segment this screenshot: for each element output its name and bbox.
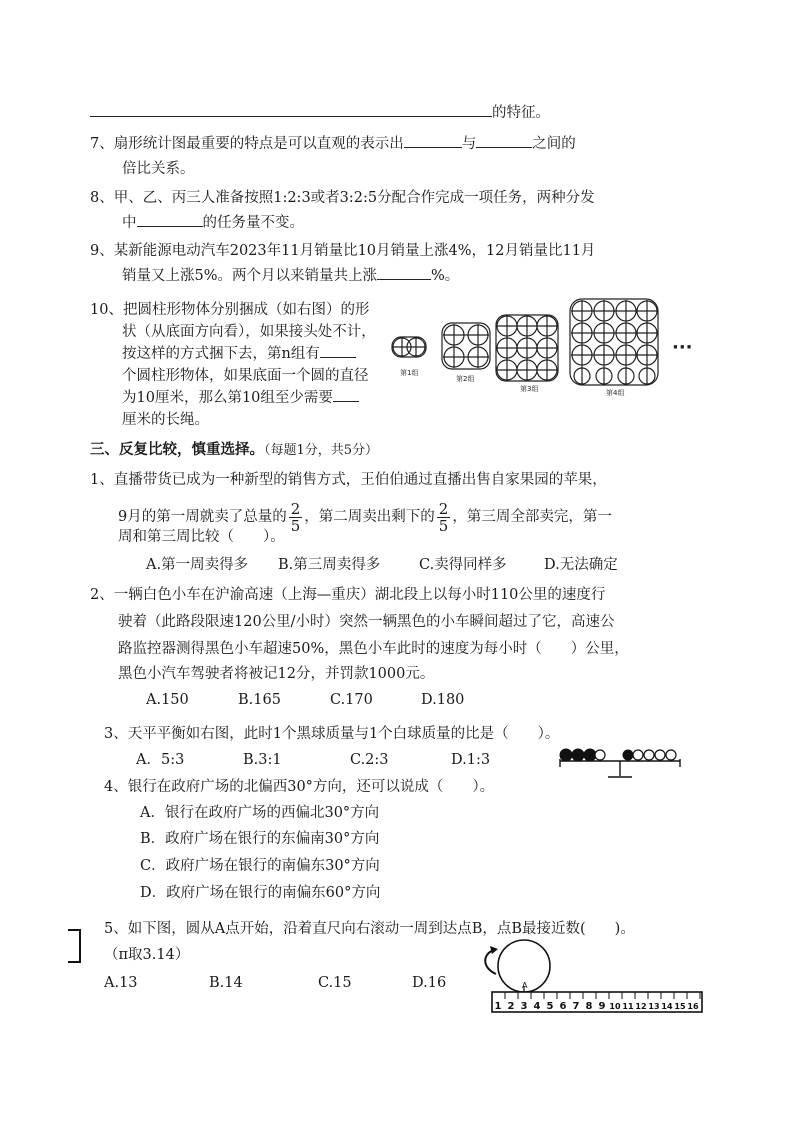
choice-5-option-b[interactable]: B.14 <box>209 975 243 991</box>
question-10-line-5: 为10厘米，那么第10组至少需要 <box>122 388 359 408</box>
question-10-line-6: 厘米的长绳。 <box>122 412 209 428</box>
choice-1-option-a[interactable]: A.第一周卖得多 <box>146 557 249 573</box>
ruler-tick-label: 11 <box>622 1002 634 1011</box>
choice-2-option-b[interactable]: B.165 <box>238 692 281 708</box>
choice-3-line-1: 3、天平平衡如右图，此时1个黑球质量与1个白球质量的比是（ ）。 <box>104 726 560 742</box>
answer-blank[interactable] <box>377 266 431 280</box>
bundle-figure <box>390 293 700 403</box>
fraction-two-fifths: $\frac{2}{5}$ <box>438 499 449 535</box>
ellipsis: ··· <box>672 337 693 358</box>
question-10-line-3: 按这样的方式捆下去，第n组有 <box>122 344 356 364</box>
choice-2-option-d[interactable]: D.180 <box>421 692 465 708</box>
answer-blank[interactable] <box>476 134 532 148</box>
choice-5-option-d[interactable]: D.16 <box>412 975 447 991</box>
choice-4-line-1: 4、银行在政府广场的北偏西30°方向，还可以说成（ ）。 <box>104 779 495 795</box>
question-10-line-1: 10、把圆柱形物体分别捆成（如右图）的形 <box>90 302 370 318</box>
ruler-tick-label: 16 <box>687 1002 699 1011</box>
choice-5-line-1: 5、如下图，圆从A点开始，沿着直尺向右滚动一周到达点B，点B最接近数( )。 <box>104 921 635 937</box>
ruler-tick-label: 12 <box>635 1002 647 1011</box>
choice-3-option-b[interactable]: B.3:1 <box>243 752 282 768</box>
question-10-line-2: 状（从底面方向看），如果接头处不计， <box>122 324 376 340</box>
choice-2-line-1: 2、一辆白色小车在沪渝高速（上海—重庆）湖北段上以每小时110公里的速度行 <box>90 587 606 603</box>
question-7-line-2: 倍比关系。 <box>122 161 195 177</box>
bundle-group-1 <box>392 337 426 357</box>
choice-2-line-4: 黑色小汽车驾驶者将被记12分，并罚款1000元。 <box>118 666 435 682</box>
point-a-label: A <box>522 981 528 990</box>
fraction-two-fifths: $\frac{2}{5}$ <box>290 499 301 535</box>
bundle-group-3 <box>496 315 558 381</box>
group-label-1: 第1组 <box>400 369 419 377</box>
section-3-title: 三、反复比较，慎重选择。（每题1分，共5分） <box>90 441 379 458</box>
group-label-4: 第4组 <box>606 389 625 397</box>
balance-scale-figure <box>556 742 696 782</box>
choice-4-option-b[interactable]: B．政府广场在银行的东偏南30°方向 <box>140 831 380 847</box>
choice-1-line-1: 1、直播带货已成为一种新型的销售方式，王伯伯通过直播出售自家果园的苹果， <box>90 472 607 488</box>
choice-1-option-d[interactable]: D.无法确定 <box>544 557 618 573</box>
choice-2-option-c[interactable]: C.170 <box>330 692 373 708</box>
answer-blank[interactable] <box>90 103 492 117</box>
answer-blank[interactable] <box>333 388 359 402</box>
choice-4-option-d[interactable]: D．政府广场在银行的南偏东60°方向 <box>140 885 381 901</box>
black-ball-icon <box>623 750 633 760</box>
ruler-tick-label: 1 <box>494 1001 502 1012</box>
question-9-line-2: 销量又上涨5%。两个月以来销量共上涨 %。 <box>122 268 460 284</box>
group-label-3: 第3组 <box>520 385 539 393</box>
ruler-tick-label: 8 <box>585 1001 593 1012</box>
ruler-tick-label: 2 <box>507 1001 515 1012</box>
choice-2-option-a[interactable]: A.150 <box>146 692 189 708</box>
ruler-tick-label: 3 <box>520 1001 528 1012</box>
choice-1-option-b[interactable]: B.第三周卖得多 <box>278 557 381 573</box>
top-line <box>90 103 550 123</box>
answer-blank[interactable] <box>137 213 203 227</box>
question-10-line-4: 个圆柱形物体，如果底面一个圆的直径 <box>122 368 369 384</box>
choice-2-line-3: 路监控器测得黑色小车超速50%，黑色小车此时的速度为每小时（ ）公里， <box>118 641 629 657</box>
choice-3-option-c[interactable]: C.2:3 <box>350 752 389 768</box>
question-9-line-1: 9、某新能源电动汽车2023年11月销量比10月销量上涨4%，12月销量比11月 <box>90 243 596 259</box>
ruler-tick-label: 7 <box>572 1001 580 1012</box>
answer-blank[interactable] <box>320 344 356 358</box>
binding-mark <box>66 928 86 968</box>
ruler-tick-label: 4 <box>533 1001 541 1012</box>
question-8-line-2: 中 的任务量不变。 <box>122 215 304 231</box>
question-7-line-1: 7、扇形统计图最重要的特点是可以直观的表示出 与 之间的 <box>90 136 576 152</box>
choice-1-line-3: 周和第三周比较（ ）。 <box>118 529 285 545</box>
answer-blank[interactable] <box>404 134 462 148</box>
choice-5-line-2: （π取3.14） <box>104 947 190 963</box>
question-8-line-1: 8、甲、乙、丙三人准备按照1:2:3或者3:2:5分配合作完成一项任务，两种分发 <box>90 190 595 206</box>
roll-arrow-icon <box>485 950 496 974</box>
group-label-2: 第2组 <box>456 375 475 383</box>
choice-5-option-a[interactable]: A.13 <box>104 975 138 991</box>
bundle-group-4 <box>570 299 658 385</box>
ruler-tick-label: 10 <box>609 1002 621 1011</box>
ruler-tick-label: 13 <box>648 1002 660 1011</box>
ruler-tick-label: 14 <box>661 1002 673 1011</box>
ruler-circle-figure <box>478 938 708 1018</box>
choice-4-option-c[interactable]: C．政府广场在银行的南偏东30°方向 <box>140 858 380 874</box>
choice-3-option-d[interactable]: D.1:3 <box>451 752 491 768</box>
choice-1-option-c[interactable]: C.卖得同样多 <box>419 557 507 573</box>
choice-5-option-c[interactable]: C.15 <box>318 975 352 991</box>
white-ball-icon <box>595 750 676 760</box>
top-line-suffix: 的特征。 <box>492 105 550 121</box>
bundle-group-2 <box>442 323 490 369</box>
choice-4-option-a[interactable]: A．银行在政府广场的西偏北30°方向 <box>140 805 380 821</box>
ruler-tick-label: 6 <box>559 1001 567 1012</box>
choice-1-line-2: 9月的第一周就卖了总量的 $\frac{2}{5}$ ，第二周卖出剩下的 $\frac{2}{5}$ ，第三周全部卖完，第一 <box>118 499 612 535</box>
black-ball-icon <box>560 749 596 761</box>
ruler-tick-label: 9 <box>598 1001 606 1012</box>
choice-2-line-2: 驶着（此路段限速120公里/小时）突然一辆黑色的小车瞬间超过了它，高速公 <box>118 614 615 630</box>
ruler-tick-label: 5 <box>546 1001 554 1012</box>
ruler-tick-label: 15 <box>674 1002 686 1011</box>
choice-3-option-a[interactable]: A．5:3 <box>136 752 185 768</box>
